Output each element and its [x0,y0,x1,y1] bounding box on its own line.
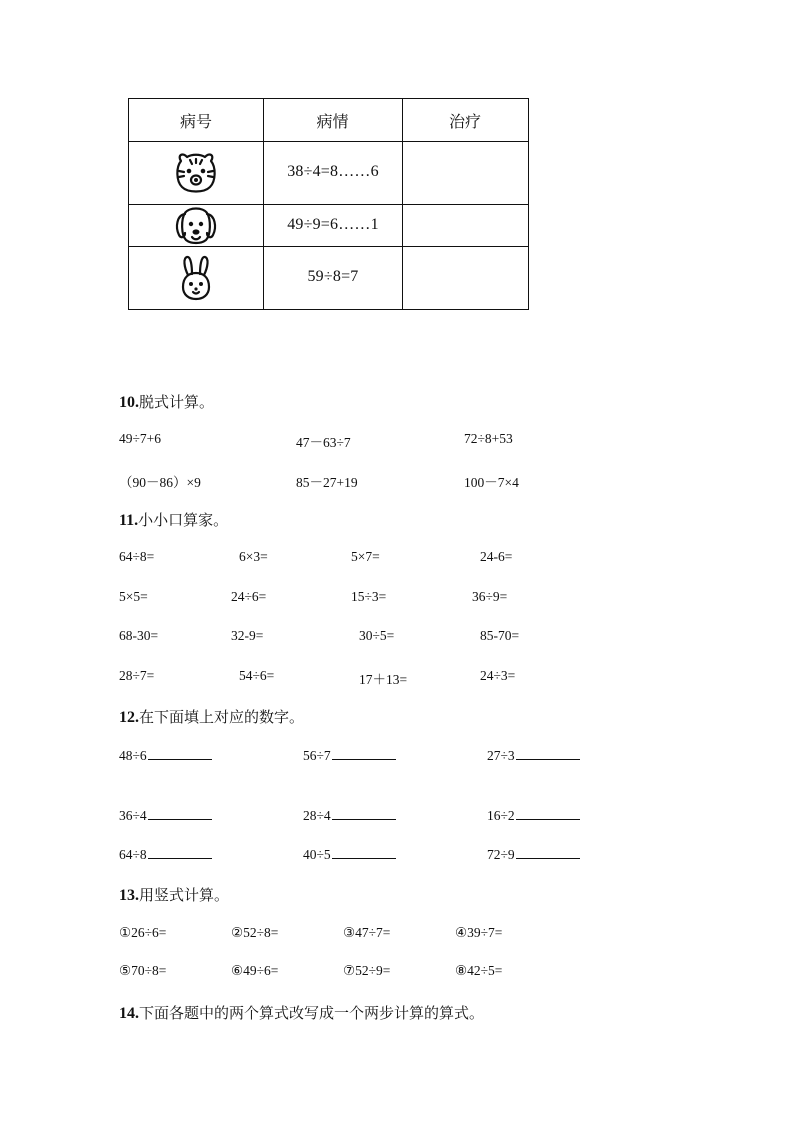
mental-math-item: 28÷7= [119,668,155,683]
answer-blank[interactable] [148,807,212,820]
mental-math-item: 30÷5= [359,628,395,643]
question-title: 脱式计算。 [139,393,215,411]
dog-icon [173,205,219,245]
mental-math-item: 17＋13= [359,672,408,687]
question-number: 10. [119,394,139,411]
question-number: 12. [119,709,139,726]
fill-blank-item: 27÷3 [487,747,580,764]
mental-math-item: 68-30= [119,628,159,643]
mental-math-item: 24÷3= [480,668,516,683]
question-13-heading [119,884,229,905]
question-11-heading [119,509,228,530]
header-treatment: 治疗 [448,112,481,131]
header-condition: 病情 [316,112,349,131]
fill-blank-item: 64÷8 [119,846,212,863]
answer-blank[interactable] [148,846,212,859]
answer-blank[interactable] [516,846,580,859]
fill-blank-item: 16÷2 [487,807,580,824]
mental-math-item: 5×7= [351,549,380,564]
answer-blank[interactable] [148,747,212,760]
question-12-heading [119,706,304,727]
mental-math-item: 85-70= [480,628,520,643]
question-10-heading [119,391,214,412]
expression: 100－7×4 [464,475,519,490]
vertical-calc-item: ①26÷6= [119,925,167,940]
fill-blank-item: 28÷4 [303,807,396,824]
mental-math-item: 24÷6= [231,589,267,604]
mental-math-item: 36÷9= [472,589,508,604]
treatment-cell-dog[interactable] [402,204,528,246]
answer-blank[interactable] [516,807,580,820]
question-14-heading [119,1002,484,1023]
vertical-calc-item: ④39÷7= [455,925,503,940]
answer-blank[interactable] [332,807,396,820]
mental-math-item: 5×5= [119,589,148,604]
fill-blank-item: 56÷7 [303,747,396,764]
rabbit-icon [173,255,219,303]
vertical-calc-item: ⑦52÷9= [343,963,391,978]
mental-math-item: 6×3= [239,549,268,564]
header-patient: 病号 [179,112,212,131]
fill-blank-item: 36÷4 [119,807,212,824]
expression: 72÷8+53 [464,431,513,446]
mental-math-item: 24-6= [480,549,513,564]
treatment-cell-tiger[interactable] [402,141,528,204]
question-number: 11. [119,512,139,529]
fill-blank-item: 72÷9 [487,846,580,863]
answer-blank[interactable] [332,846,396,859]
question-title: 下面各题中的两个算式改写成一个两步计算的算式。 [139,1004,485,1022]
vertical-calc-item: ⑤70÷8= [119,963,167,978]
question-number: 13. [119,887,139,904]
expression: 49÷7+6 [119,431,162,446]
expression: （90－86）×9 [119,475,201,490]
mental-math-item: 15÷3= [351,589,387,604]
vertical-calc-item: ③47÷7= [343,925,391,940]
mental-math-item: 54÷6= [239,668,275,683]
fill-blank-item: 48÷6 [119,747,212,764]
condition-dog: 49÷9=6……1 [287,216,379,233]
question-title: 用竖式计算。 [139,886,230,904]
question-title: 小小口算家。 [138,511,229,529]
vertical-calc-item: ⑥49÷6= [231,963,279,978]
vertical-calc-item: ⑧42÷5= [455,963,503,978]
condition-tiger: 38÷4=8……6 [287,163,379,180]
answer-blank[interactable] [516,747,580,760]
fill-blank-item: 40÷5 [303,846,396,863]
mental-math-item: 32-9= [231,628,264,643]
question-number: 14. [119,1005,139,1022]
diagnosis-table [128,98,529,310]
expression: 85－27+19 [296,475,358,490]
tiger-icon [173,151,219,195]
mental-math-item: 64÷8= [119,549,155,564]
treatment-cell-rabbit[interactable] [402,246,528,308]
condition-rabbit: 59÷8=7 [307,268,359,285]
expression: 47－63÷7 [296,435,351,450]
answer-blank[interactable] [332,747,396,760]
vertical-calc-item: ②52÷8= [231,925,279,940]
question-title: 在下面填上对应的数字。 [139,708,305,726]
